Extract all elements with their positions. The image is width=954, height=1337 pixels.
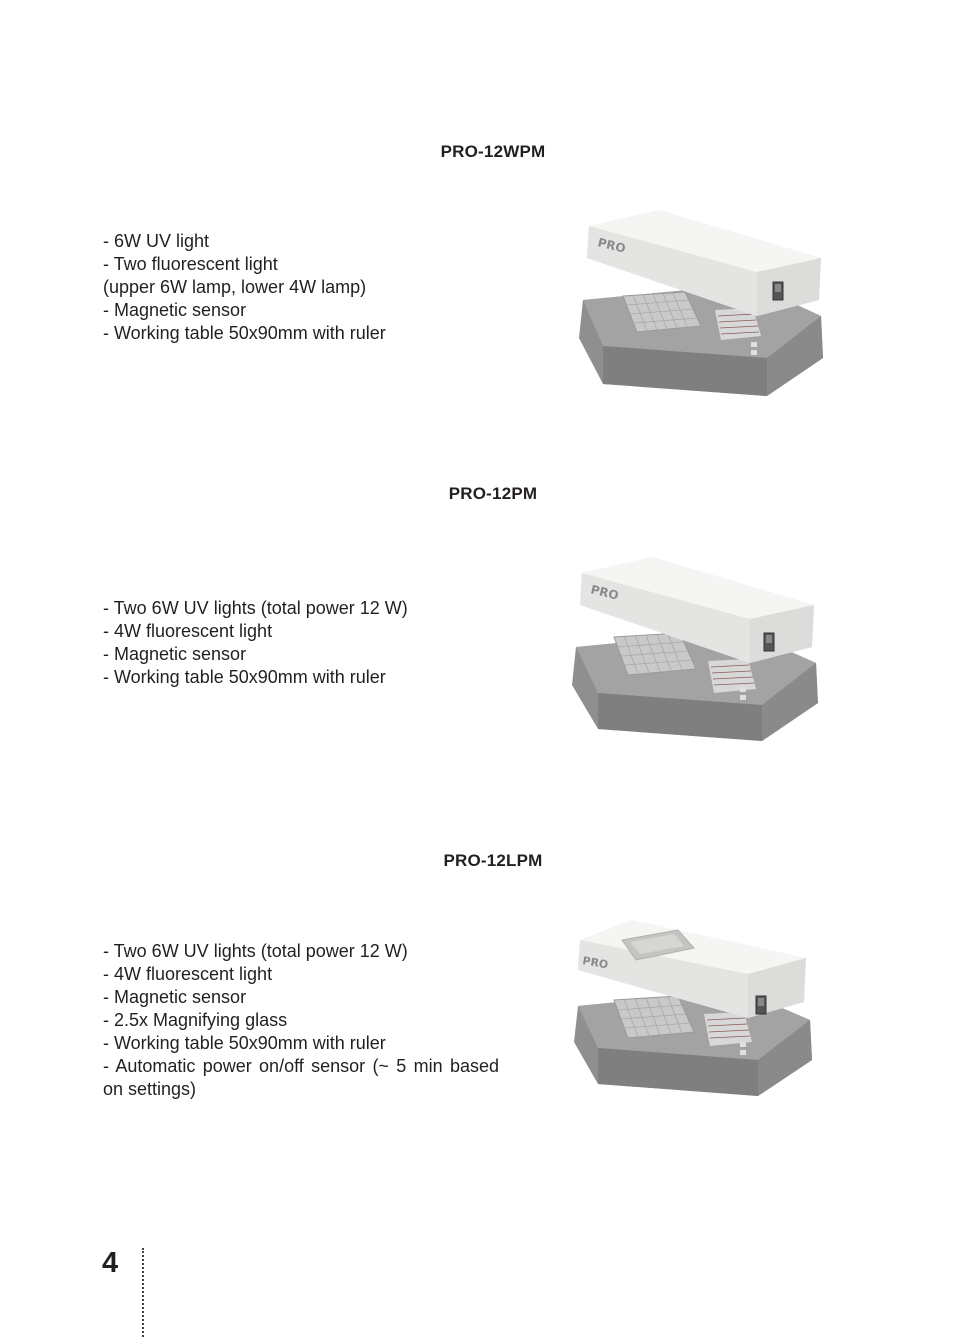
spec-item: - Working table 50x90mm with ruler: [103, 667, 386, 687]
spec-item: - Two 6W UV lights (total power 12 W): [103, 598, 408, 618]
spec-item: - 2.5x Magnifying glass: [103, 1010, 288, 1030]
spec-item: - Magnetic sensor: [103, 644, 247, 664]
spec-list-pro-12wpm: [103, 230, 499, 345]
spec-item: - Automatic power on/off sensor (~ 5 min based on settings): [103, 1056, 499, 1099]
spec-item: - 4W fluorescent light: [103, 621, 273, 641]
spec-item: - Two 6W UV lights (total power 12 W): [103, 941, 408, 961]
uv-detector-photo-pro-12wpm: [575, 208, 827, 400]
uv-detector-photo-pro-12pm: [568, 557, 820, 743]
spec-item: - Magnetic sensor: [103, 987, 247, 1007]
spec-list-pro-12pm: [103, 597, 499, 689]
spec-item: - Two fluorescent light: [103, 254, 278, 274]
product-title-pro-12lpm: PRO-12LPM: [443, 851, 543, 870]
svg-text:PRO: PRO: [581, 954, 610, 972]
spec-item: - 4W fluorescent light: [103, 964, 273, 984]
spec-item: - Working table 50x90mm with ruler: [103, 323, 386, 343]
dotted-divider: [142, 1248, 144, 1337]
svg-text:PRO: PRO: [596, 235, 628, 256]
spec-item: - Magnetic sensor: [103, 300, 247, 320]
page-number: 4: [102, 1247, 119, 1279]
svg-text:PRO: PRO: [589, 582, 621, 603]
spec-item: (upper 6W lamp, lower 4W lamp): [103, 277, 367, 297]
product-title-pro-12pm: PRO-12PM: [448, 484, 538, 503]
spec-item: - Working table 50x90mm with ruler: [103, 1033, 386, 1053]
uv-detector-photo-pro-12lpm: [570, 918, 814, 1098]
product-title-pro-12wpm: PRO-12WPM: [440, 142, 546, 161]
spec-item: - 6W UV light: [103, 231, 210, 251]
spec-list-pro-12lpm: [103, 940, 499, 1101]
